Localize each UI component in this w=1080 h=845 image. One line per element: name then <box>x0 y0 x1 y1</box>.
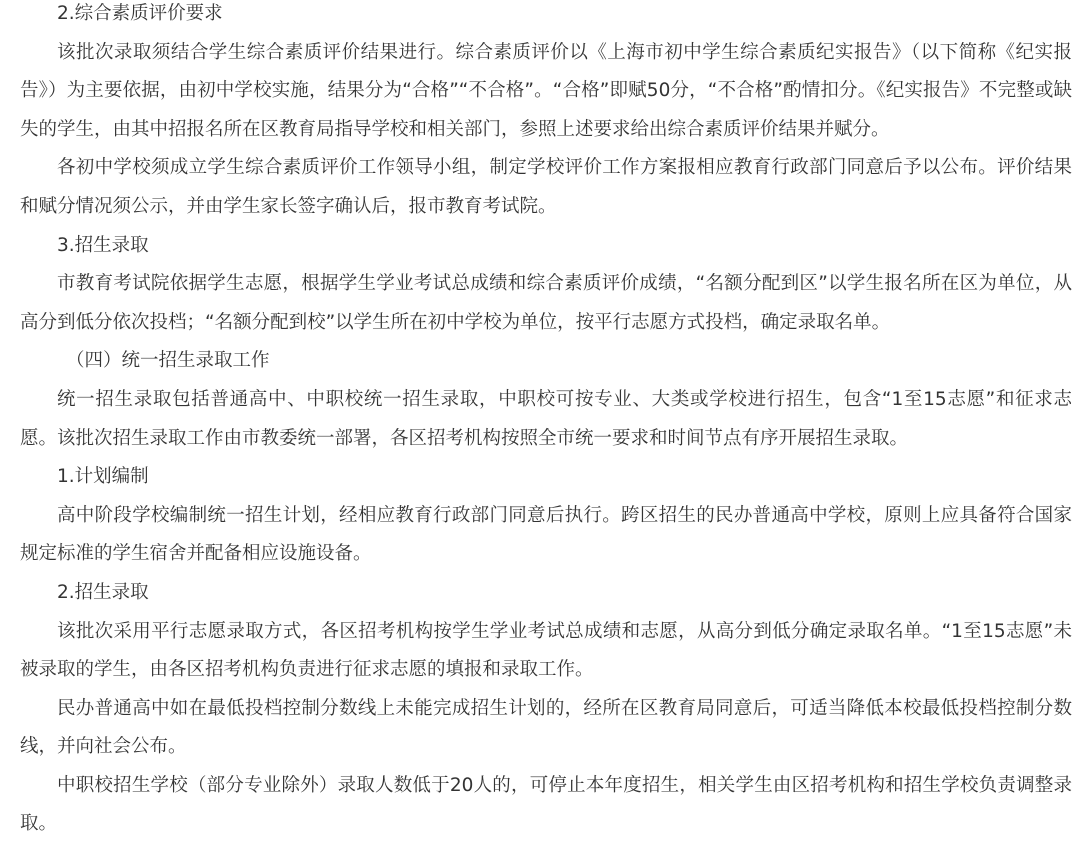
paragraph-plan-compilation: 高中阶段学校编制统一招生计划，经相应教育行政部门同意后执行。跨区招生的民办普通高中学校，原则上应具备符合国家规定标准的学生宿舍并配备相应设施设备。 <box>20 504 1072 565</box>
section-heading-unified-admission: （四）统一招生录取工作 <box>66 350 270 372</box>
subheading-plan-compilation: 1.计划编制 <box>57 466 149 488</box>
paragraph-vocational-school: 中职校招生学校（部分专业除外）录取人数低于20人的，可停止本年度招生，相关学生由区招考机构和招生学校负责调整录取。 <box>20 774 1072 835</box>
paragraph-private-high-school: 民办普通高中如在最低投档控制分数线上未能完成招生计划的，经所在区教育局同意后，可适当降低本校最低投档控制分数线，并向社会公布。 <box>20 697 1072 758</box>
paragraph-unified-admission-scope: 统一招生录取包括普通高中、中职校统一招生录取，中职校可按专业、大类或学校进行招生，包含“1至15志愿”和征求志愿。该批次招生录取工作由市教委统一部署，各区招考机构按照全市统一要求和时间节点有序开展招生录取。 <box>20 388 1072 449</box>
paragraph-evaluation-basis: 该批次录取须结合学生综合素质评价结果进行。综合素质评价以《上海市初中学生综合素质纪实报告》（以下简称《纪实报告》）为主要依据，由初中学校实施，结果分为“合格”“不合格”。“合格”即赋50分，“不合格”酌情扣分。《纪实报告》不完整或缺失的学生，由其中招报名所在区教育局指导学校和相关部门，参照上述要求给出综合素质评价结果并赋分。 <box>20 41 1072 140</box>
paragraph-parallel-volunteer: 该批次采用平行志愿录取方式，各区招考机构按学生学业考试总成绩和志愿，从高分到低分确定录取名单。“1至15志愿”未被录取的学生，由各区招考机构负责进行征求志愿的填报和录取工作。 <box>20 620 1072 681</box>
subheading-comprehensive-evaluation: 2.综合素质评价要求 <box>57 3 223 24</box>
subheading-admission-2: 2.招生录取 <box>57 581 149 603</box>
paragraph-quota-allocation: 市教育考试院依据学生志愿，根据学生学业考试总成绩和综合素质评价成绩，“名额分配到区”以学生报名所在区为单位，从高分到低分依次投档；“名额分配到校”以学生所在初中学校为单位，按平行志愿方式投档，确定录取名单。 <box>20 273 1072 333</box>
paragraph-evaluation-team: 各初中学校须成立学生综合素质评价工作领导小组，制定学校评价工作方案报相应教育行政部门同意后予以公布。评价结果和赋分情况须公示，并由学生家长签字确认后，报市教育考试院。 <box>20 157 1072 217</box>
subheading-admission-3: 3.招生录取 <box>57 234 149 256</box>
